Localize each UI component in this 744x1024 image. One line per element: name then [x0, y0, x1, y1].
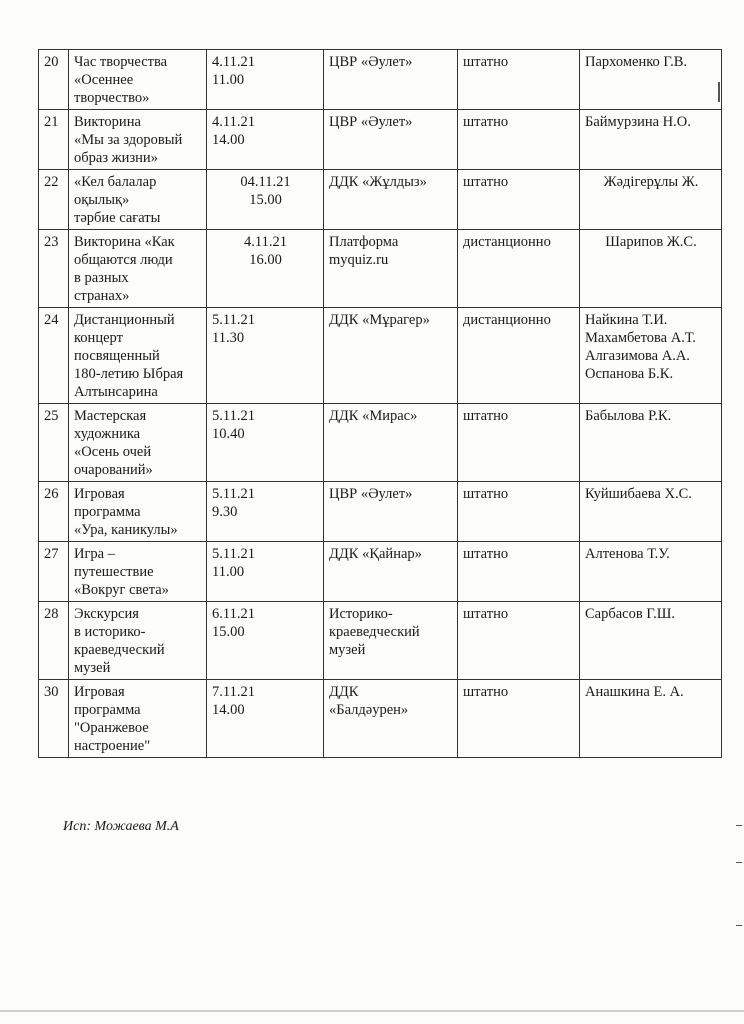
responsible-person: Сарбасов Г.Ш. — [580, 602, 722, 680]
event-venue: ДДК «Мұрагер» — [324, 308, 458, 404]
event-date-time: 4.11.21 11.00 — [207, 50, 324, 110]
event-format: штатно — [458, 170, 580, 230]
events-table-body — [39, 50, 722, 758]
event-date-time: 04.11.21 15.00 — [207, 170, 324, 230]
event-date-time: 5.11.21 11.30 — [207, 308, 324, 404]
event-name: Игра – путешествие «Вокруг света» — [69, 542, 207, 602]
event-format: штатно — [458, 110, 580, 170]
event-name: Игровая программа «Ура, каникулы» — [69, 482, 207, 542]
row-number: 22 — [39, 170, 69, 230]
event-name: Час творчества «Осеннее творчество» — [69, 50, 207, 110]
responsible-person: Жәдігерұлы Ж. — [580, 170, 722, 230]
event-format: дистанционно — [458, 230, 580, 308]
scan-mark — [718, 82, 720, 102]
event-name: Игровая программа "Оранжевое настроение" — [69, 680, 207, 758]
event-date-time: 6.11.21 15.00 — [207, 602, 324, 680]
event-date-time: 5.11.21 9.30 — [207, 482, 324, 542]
event-format: штатно — [458, 602, 580, 680]
table-row — [39, 482, 722, 542]
table-row — [39, 230, 722, 308]
table-row — [39, 170, 722, 230]
responsible-person: Бабылова Р.К. — [580, 404, 722, 482]
event-format: штатно — [458, 404, 580, 482]
table-row — [39, 110, 722, 170]
table-row — [39, 308, 722, 404]
row-number: 25 — [39, 404, 69, 482]
row-number: 20 — [39, 50, 69, 110]
scan-mark — [736, 825, 742, 826]
row-number: 28 — [39, 602, 69, 680]
event-venue: ДДК «Жұлдыз» — [324, 170, 458, 230]
executor-signature: Исп: Можаева М.А — [63, 819, 179, 834]
event-venue: ЦВР «Әулет» — [324, 482, 458, 542]
row-number: 23 — [39, 230, 69, 308]
event-name: «Кел балалар оқылық» тәрбие сағаты — [69, 170, 207, 230]
table-row — [39, 542, 722, 602]
event-date-time: 4.11.21 14.00 — [207, 110, 324, 170]
row-number: 30 — [39, 680, 69, 758]
responsible-person: Пархоменко Г.В. — [580, 50, 722, 110]
event-format: штатно — [458, 680, 580, 758]
event-format: штатно — [458, 482, 580, 542]
event-venue: Платформа myquiz.ru — [324, 230, 458, 308]
table-row — [39, 50, 722, 110]
row-number: 24 — [39, 308, 69, 404]
event-name: Викторина «Как общаются люди в разных странах» — [69, 230, 207, 308]
responsible-person: Алтенова Т.У. — [580, 542, 722, 602]
scan-mark — [736, 925, 742, 926]
scan-mark — [736, 862, 742, 863]
event-venue: Историко- краеведческий музей — [324, 602, 458, 680]
row-number: 26 — [39, 482, 69, 542]
event-venue: ДДК «Балдәурен» — [324, 680, 458, 758]
event-date-time: 5.11.21 11.00 — [207, 542, 324, 602]
event-venue: ЦВР «Әулет» — [324, 50, 458, 110]
event-venue: ЦВР «Әулет» — [324, 110, 458, 170]
event-format: штатно — [458, 50, 580, 110]
event-name: Викторина «Мы за здоровый образ жизни» — [69, 110, 207, 170]
table-row — [39, 404, 722, 482]
table-row — [39, 602, 722, 680]
responsible-person: Баймурзина Н.О. — [580, 110, 722, 170]
responsible-person: Анашкина Е. А. — [580, 680, 722, 758]
event-date-time: 7.11.21 14.00 — [207, 680, 324, 758]
event-date-time: 4.11.21 16.00 — [207, 230, 324, 308]
responsible-person: Шарипов Ж.С. — [580, 230, 722, 308]
event-venue: ДДК «Қайнар» — [324, 542, 458, 602]
table-row — [39, 680, 722, 758]
event-name: Экскурсия в историко- краеведческий музей — [69, 602, 207, 680]
row-number: 21 — [39, 110, 69, 170]
event-date-time: 5.11.21 10.40 — [207, 404, 324, 482]
scan-edge — [0, 1010, 744, 1012]
responsible-person: Куйшибаева Х.С. — [580, 482, 722, 542]
event-venue: ДДК «Мирас» — [324, 404, 458, 482]
row-number: 27 — [39, 542, 69, 602]
event-format: штатно — [458, 542, 580, 602]
event-format: дистанционно — [458, 308, 580, 404]
responsible-person: Найкина Т.И. Махамбетова А.Т. Алгазимова А.А. Оспанова Б.К. — [580, 308, 722, 404]
event-name: Мастерская художника «Осень очей очарований» — [69, 404, 207, 482]
events-table — [38, 49, 722, 758]
event-name: Дистанционный концерт посвященный 180-летию Ыбрая Алтынсарина — [69, 308, 207, 404]
